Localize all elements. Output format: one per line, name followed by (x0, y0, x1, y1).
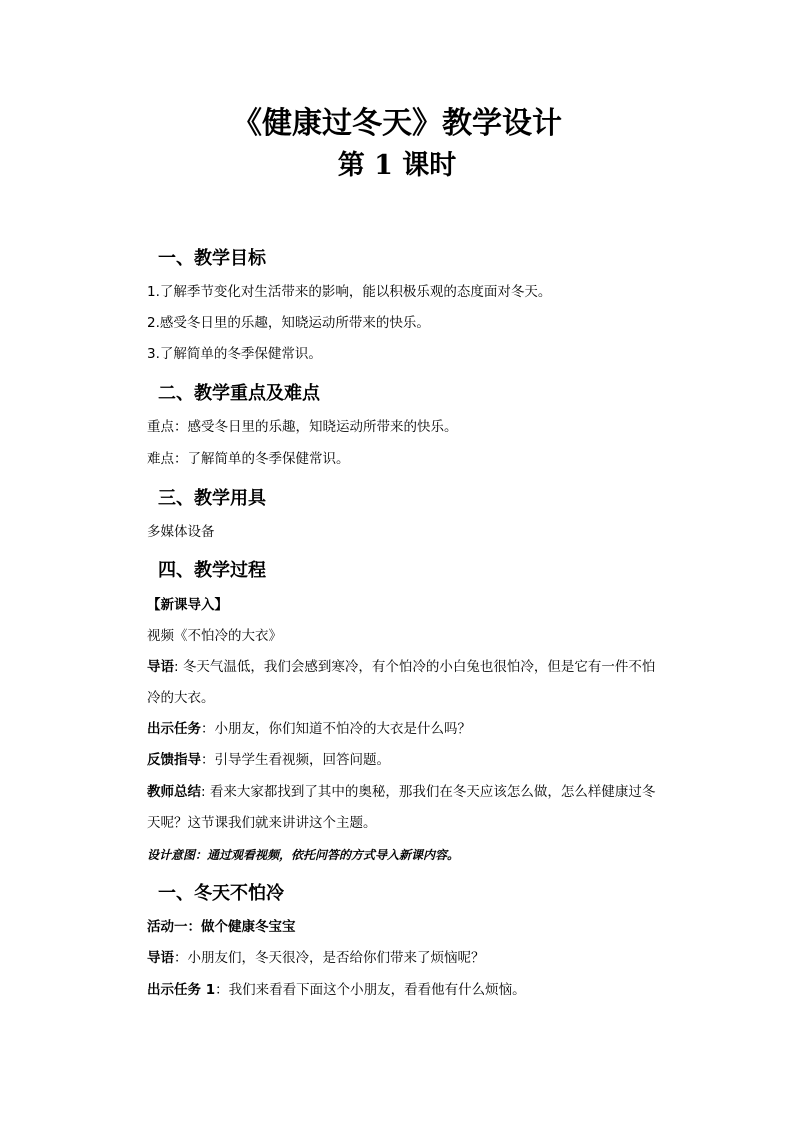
section-heading-key-points: 二、教学重点及难点 (158, 383, 320, 404)
guide-label: 导语 (147, 659, 174, 675)
summary-text: : 看来大家都找到了其中的奥秘，那我们在冬天应该怎么做，怎么样健康过冬 (201, 784, 656, 800)
section-heading-tools: 三、教学用具 (158, 488, 266, 509)
summary-paragraph-continued: 天呢？这节课我们就来讲讲这个主题。 (147, 815, 377, 831)
feedback-paragraph (147, 750, 390, 770)
activity-task-text: ：我们来看看下面这个小朋友，看看他有什么烦恼。 (215, 982, 526, 998)
section-heading-objectives: 一、教学目标 (158, 248, 266, 269)
design-intent-note: 设计意图：通过观看视频，依托问答的方式导入新课内容。 (147, 848, 460, 862)
guide-paragraph-continued: 冷的大衣。 (147, 690, 215, 706)
activity-guide-text: ：小朋友们，冬天很冷，是否给你们带来了烦恼呢？ (174, 950, 485, 966)
activity-task-paragraph (147, 980, 526, 1000)
summary-paragraph (147, 782, 655, 802)
guide-paragraph (147, 657, 655, 677)
key-point: 重点：感受冬日里的乐趣，知晓运动所带来的快乐。 (147, 419, 458, 435)
guide-text: : 冬天气温低，我们会感到寒冷，有个怕冷的小白兔也很怕冷，但是它有一件不怕 (174, 659, 656, 675)
task-text: ：小朋友，你们知道不怕冷的大衣是什么吗？ (201, 721, 471, 737)
objective-item: 1.了解季节变化对生活带来的影响，能以积极乐观的态度面对冬天。 (147, 284, 552, 300)
feedback-label: 反馈指导 (147, 752, 201, 768)
summary-label: 教师总结 (147, 784, 201, 800)
section-heading-process: 四、教学过程 (158, 560, 266, 581)
activity-task-label: 出示任务 1 (147, 982, 216, 998)
tools-content: 多媒体设备 (147, 524, 215, 540)
objective-item: 2.感受冬日里的乐趣，知晓运动所带来的快乐。 (147, 315, 430, 331)
objective-item: 3.了解简单的冬季保健常识。 (147, 346, 322, 362)
section-heading-winter: 一、冬天不怕冷 (158, 883, 284, 904)
activity-guide-label: 导语 (147, 950, 174, 966)
activity-guide-paragraph (147, 948, 485, 968)
document-subtitle: 第 1 课时 (337, 150, 457, 181)
difficult-point: 难点：了解简单的冬季保健常识。 (147, 451, 350, 467)
feedback-text: ：引导学生看视频，回答问题。 (201, 752, 390, 768)
document-title: 《健康过冬天》教学设计 (232, 106, 562, 141)
intro-label: 【新课导入】 (147, 597, 228, 613)
task-paragraph (147, 719, 471, 739)
task-label: 出示任务 (147, 721, 201, 737)
video-title: 视频《不怕冷的大衣》 (147, 628, 282, 644)
activity-label: 活动一：做个健康冬宝宝 (147, 919, 296, 935)
